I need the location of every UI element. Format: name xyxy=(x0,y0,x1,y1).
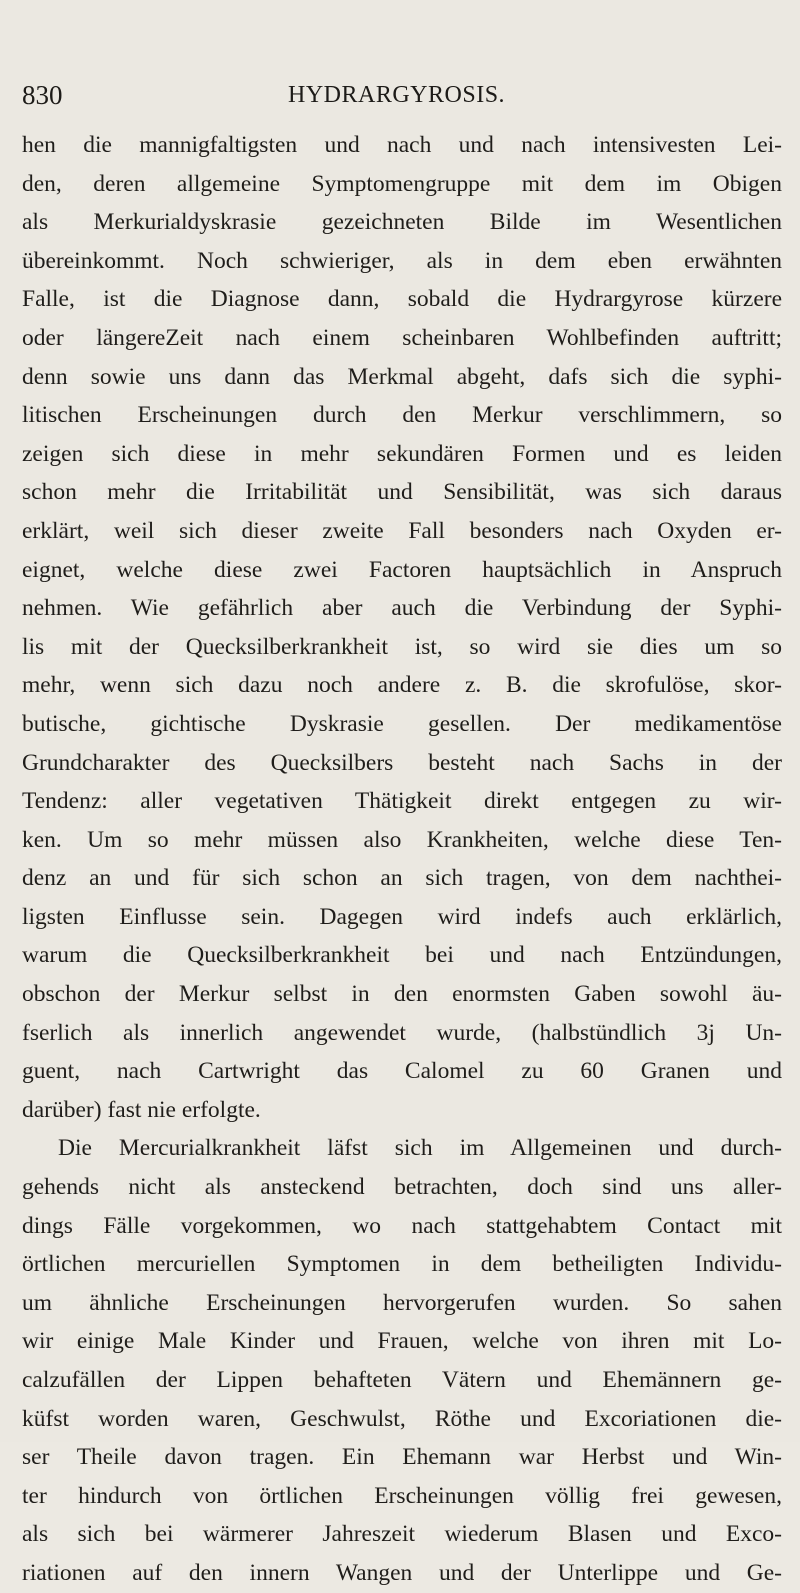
text-line: wir einige Male Kinder und Frauen, welche von ihren mit Lo- xyxy=(22,1328,782,1355)
text-line: Grundcharakter des Quecksilbers besteht nach Sachs in der xyxy=(22,749,782,776)
paragraph-end-line: darüber) fast nie erfolgte. xyxy=(22,1096,261,1123)
running-head: HYDRARGYROSIS. xyxy=(288,82,506,108)
text-line: guent, nach Cartwright das Calomel zu 60 Granen und xyxy=(22,1058,782,1085)
text-line: dings Fälle vorgekommen, wo nach stattgehabtem Contact mit xyxy=(22,1212,782,1239)
text-line: calzufällen der Lippen behafteten Vätern und Ehemännern ge- xyxy=(22,1367,782,1393)
text-line: erklärt, weil sich dieser zweite Fall besonders nach Oxyden er- xyxy=(22,517,782,544)
text-line: denz an und für sich schon an sich tragen, von dem nachthei- xyxy=(22,865,782,892)
text-line: oder längereZeit nach einem scheinbaren Wohlbefinden auftritt; xyxy=(22,324,782,351)
text-line: denn sowie uns dann das Merkmal abgeht, dafs sich die syphi- xyxy=(22,363,782,390)
text-line: fserlich als innerlich angewendet wurde, (halbstündlich 3j Un- xyxy=(22,1019,782,1046)
body-text xyxy=(22,126,782,1593)
text-line: Falle, ist die Diagnose dann, sobald die Hydrargyrose kürzere xyxy=(22,286,782,313)
text-line: zeigen sich diese in mehr sekundären Formen und es leiden xyxy=(22,440,782,467)
text-line: warum die Quecksilberkrankheit bei und nach Entzündungen, xyxy=(22,942,782,969)
text-line: um ähnliche Erscheinungen hervorgerufen wurden. So sahen xyxy=(22,1289,782,1316)
text-line: ser Theile davon tragen. Ein Ehemann war Herbst und Win- xyxy=(22,1444,782,1471)
text-line: mehr, wenn sich dazu noch andere z. B. die skrofulöse, skor- xyxy=(22,672,782,699)
text-line: örtlichen mercuriellen Symptomen in dem betheiligten Individu- xyxy=(22,1251,782,1278)
text-line: ter hindurch von örtlichen Erscheinungen völlig frei gewesen, xyxy=(22,1482,782,1509)
text-line: ligsten Einflusse sein. Dagegen wird indefs auch erklärlich, xyxy=(22,903,782,930)
text-line: eignet, welche diese zwei Factoren hauptsächlich in Anspruch xyxy=(22,556,782,583)
text-line: übereinkommt. Noch schwieriger, als in dem eben erwähnten xyxy=(22,247,782,274)
text-line: schon mehr die Irritabilität und Sensibilität, was sich daraus xyxy=(22,479,782,506)
text-line: riationen auf den innern Wangen und der Unterlippe und Ge- xyxy=(22,1559,782,1586)
text-line: obschon der Merkur selbst in den enormsten Gaben sowohl äu- xyxy=(22,981,782,1008)
text-line: butische, gichtische Dyskrasie gesellen. Der medikamentöse xyxy=(22,710,782,737)
text-line: gehends nicht als ansteckend betrachten, doch sind uns aller- xyxy=(22,1174,782,1201)
text-line: als Merkurialdyskrasie gezeichneten Bilde im Wesentlichen xyxy=(22,209,782,236)
text-line: Tendenz: aller vegetativen Thätigkeit direkt entgegen zu wir- xyxy=(22,788,782,815)
text-line: den, deren allgemeine Symptomengruppe mit dem im Obigen xyxy=(22,170,782,197)
page-header xyxy=(22,80,782,120)
page-number: 830 xyxy=(22,80,63,110)
text-line: küfst worden waren, Geschwulst, Röthe und Excoriationen die- xyxy=(22,1405,782,1432)
text-line: als sich bei wärmerer Jahreszeit wiederum Blasen und Exco- xyxy=(22,1521,782,1548)
paragraph-start-line: Die Mercurialkrankheit läfst sich im Allgemeinen und durch- xyxy=(58,1135,782,1162)
text-line: hen die mannigfaltigsten und nach und nach intensivesten Lei- xyxy=(22,132,782,158)
text-line: lis mit der Quecksilberkrankheit ist, so wird sie dies um so xyxy=(22,633,782,660)
text-line: litischen Erscheinungen durch den Merkur verschlimmern, so xyxy=(22,402,782,429)
text-line: nehmen. Wie gefährlich aber auch die Verbindung der Syphi- xyxy=(22,595,782,622)
text-line: ken. Um so mehr müssen also Krankheiten, welche diese Ten- xyxy=(22,826,782,853)
